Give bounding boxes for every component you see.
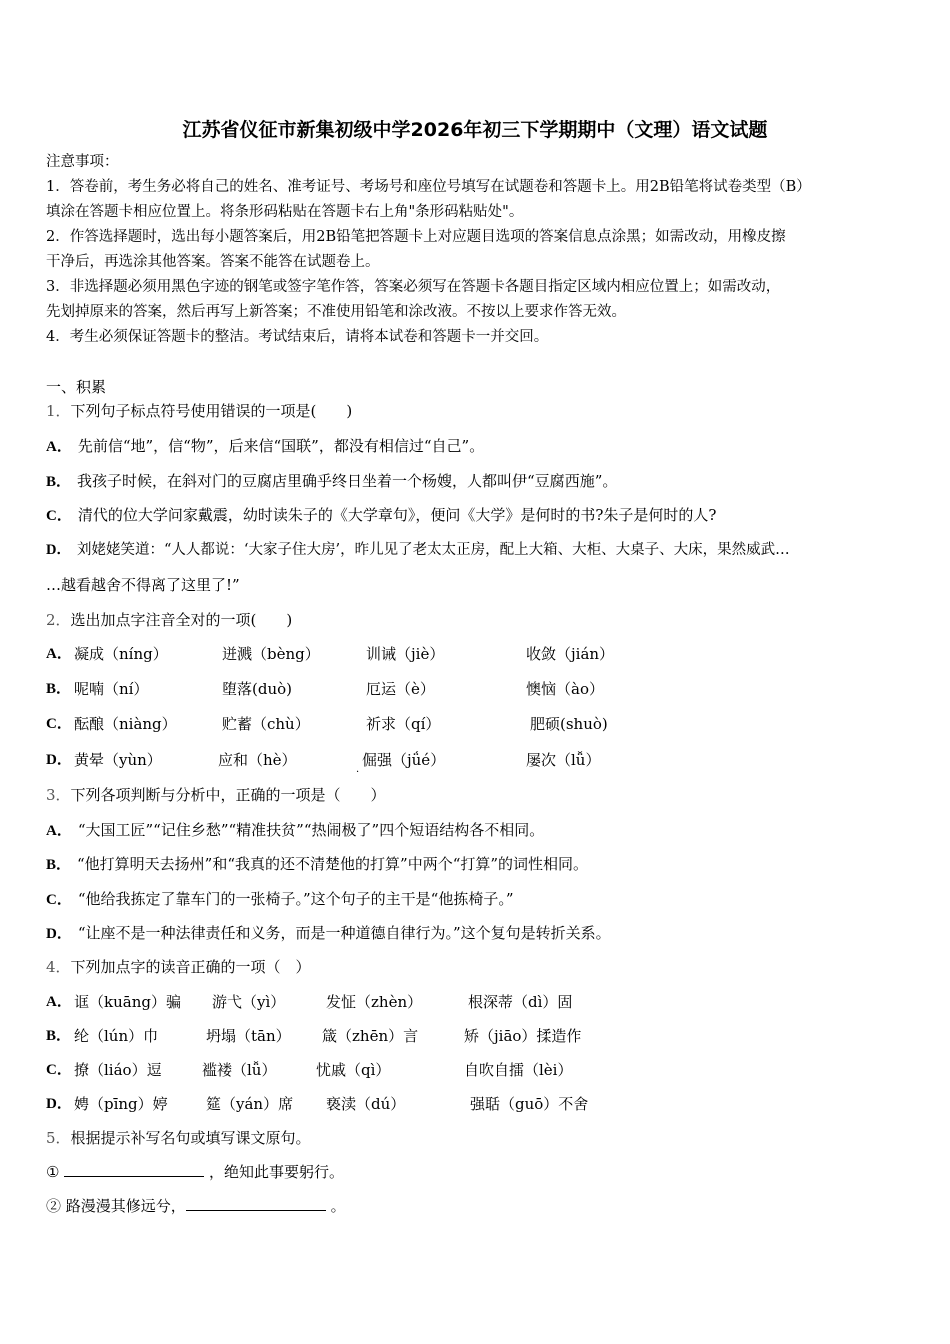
pinyin-item: 纶（lún）巾	[74, 1027, 159, 1045]
option-text: 先前信“地”，信“物”，后来信“国联”，都没有相信过“自己”。	[77, 437, 485, 455]
pinyin-item: 祈求（qí）	[366, 715, 441, 733]
option-text: “他给我拣定了靠车门的一张椅子。”这个句子的主干是“他拣椅子。”	[77, 890, 514, 908]
pinyin-item: 收敛（jián）	[526, 645, 615, 663]
option-text: “让座不是一种法律责任和义务，而是一种道德自律行为。”这个复句是转折关系。	[77, 924, 611, 942]
q1-option-c	[46, 506, 716, 525]
notes-line: 先划掉原来的答案，然后再写上新答案；不准使用铅笔和涂改液。不按以上要求作答无效。	[46, 304, 626, 320]
pinyin-item: 诓（kuāng）骗	[74, 993, 181, 1011]
option-label: D．	[46, 752, 72, 768]
pinyin-item: 箴（zhēn）言	[322, 1027, 419, 1045]
notes-line: 2．作答选择题时，选出每小题答案后，用2B铅笔把答题卡上对应题目选项的答案信息点涂黑；如需改动，用橡皮擦	[46, 229, 786, 245]
option-label: B．	[46, 1028, 72, 1044]
question-number: 3．	[46, 786, 71, 804]
pinyin-item: 坍塌（tān）	[206, 1027, 291, 1045]
pinyin-item: 黄晕（yùn）	[74, 751, 162, 769]
question-4-stem	[46, 958, 311, 976]
option-label: A．	[46, 994, 72, 1010]
option-text: “他打算明天去扬州”和“我真的还不清楚他的打算”中两个“打算”的词性相同。	[77, 855, 589, 873]
q3-option-d	[46, 924, 611, 943]
page-title: 江苏省仪征市新集初级中学2026年初三下学期期中（文理）语文试题	[182, 119, 768, 141]
question-text: 下列加点字的读音正确的一项（ ）	[70, 958, 311, 976]
pinyin-item: 厄运（è）	[366, 680, 435, 698]
pinyin-item: 根深蒂（dì）固	[468, 993, 573, 1011]
question-5-stem	[46, 1129, 311, 1147]
pinyin-item: 筵（yán）席	[206, 1095, 294, 1113]
fill-prefix: ①	[46, 1163, 60, 1181]
pinyin-item: 懊恼（ào）	[526, 680, 604, 698]
pinyin-item: 自吹自擂（lèi）	[464, 1061, 573, 1079]
pinyin-item: 肥硕(shuò)	[530, 715, 608, 733]
notes-line: 填涂在答题卡相应位置上。将条形码粘贴在答题卡右上角"条形码粘贴处"。	[46, 204, 524, 220]
pinyin-item: 娉（pīng）婷	[74, 1095, 168, 1113]
option-text: 清代的位大学问家戴震，幼时读朱子的《大学章句》，便问《大学》是何时的书?朱子是何时的人?	[77, 506, 717, 524]
question-1-stem	[46, 402, 352, 420]
pinyin-item: 忧戚（qì）	[316, 1061, 391, 1079]
option-text: “大国工匠”“记住乡愁”“精准扶贫”“热闹极了”四个短语结构各不相同。	[77, 821, 545, 839]
pinyin-item: 呢喃（ní）	[74, 680, 149, 698]
option-label: D．	[46, 926, 72, 942]
notes-line: 3．非选择题必须用黑色字迹的钢笔或签字笔作答，答案必须写在答题卡各题目指定区域内相应位置上；如需改动，	[46, 279, 781, 295]
q5-fill-1	[46, 1162, 344, 1181]
fill-suffix: ，绝知此事要躬行。	[209, 1163, 345, 1181]
option-label: D．	[46, 542, 71, 558]
pinyin-item: 倔强（jǘé）	[362, 751, 446, 769]
option-label: B．	[46, 857, 72, 873]
q1-option-b	[46, 472, 617, 491]
notes-line: 4．考生必须保证答题卡的整洁。考试结束后，请将本试卷和答题卡一并交回。	[46, 329, 549, 345]
pinyin-item: 撩（liáo）逗	[74, 1061, 162, 1079]
answer-blank[interactable]	[64, 1162, 204, 1177]
question-text: 根据提示补写名句或填写课文原句。	[70, 1129, 311, 1147]
option-label: D．	[46, 1096, 72, 1112]
pinyin-item: 凝成（níng）	[74, 645, 168, 663]
question-text: 选出加点字注音全对的一项( )	[70, 611, 293, 629]
option-label: A．	[46, 646, 72, 662]
option-label: C．	[46, 892, 72, 908]
q3-option-c	[46, 890, 514, 909]
q1-option-a	[46, 437, 484, 456]
pinyin-item: 酝酿（niàng）	[74, 715, 177, 733]
pinyin-item: 发怔（zhèn）	[326, 993, 423, 1011]
option-text: 我孩子时候，在斜对门的豆腐店里确乎终日坐着一个杨嫂，人都叫伊“豆腐西施”。	[77, 472, 618, 490]
question-number: 4．	[46, 958, 71, 976]
option-label: C．	[46, 1062, 72, 1078]
q1-option-d	[46, 541, 790, 559]
question-text: 下列句子标点符号使用错误的一项是( )	[70, 402, 353, 420]
option-label: C．	[46, 716, 72, 732]
question-number: 5．	[46, 1129, 71, 1147]
pinyin-item: 应和（hè）	[218, 751, 297, 769]
question-3-stem	[46, 786, 386, 804]
option-label: A．	[46, 439, 72, 455]
option-label: B．	[46, 681, 72, 697]
emphasis-dot: ·	[356, 767, 360, 778]
option-label: C．	[46, 508, 72, 524]
pinyin-item: 贮蓄（chù）	[222, 715, 310, 733]
pinyin-item: 迸溅（bèng）	[222, 645, 320, 663]
option-label: B．	[46, 474, 72, 490]
fill-suffix: 。	[330, 1197, 346, 1215]
option-label: A．	[46, 823, 72, 839]
question-text: 下列各项判断与分析中，正确的一项是（ ）	[70, 786, 386, 804]
notes-heading: 注意事项：	[46, 154, 119, 170]
fill-prefix: ② 路漫漫其修远兮，	[46, 1197, 186, 1215]
option-text: 刘姥姥笑道：“人人都说：‘大家子住大房’，昨儿见了老太太正房，配上大箱、大柜、大桌子、大床，果然威武…	[76, 542, 790, 558]
pinyin-item: 屡次（lǚ）	[526, 751, 601, 769]
q1-option-d-continuation: …越看越舍不得离了这里了!”	[46, 576, 240, 594]
pinyin-item: 堕落(duò)	[222, 680, 292, 698]
pinyin-item: 强聒（guō）不舍	[470, 1095, 589, 1113]
notes-line: 1．答卷前，考生务必将自己的姓名、准考证号、考场号和座位号填写在试题卷和答题卡上。用2B铅笔将试卷类型（B）	[46, 179, 811, 195]
section-heading: 一、积累	[46, 378, 107, 396]
pinyin-item: 褴褛（lǚ）	[202, 1061, 277, 1079]
pinyin-item: 训诫（jiè）	[366, 645, 445, 663]
answer-blank[interactable]	[186, 1196, 326, 1211]
question-2-stem	[46, 611, 292, 629]
pinyin-item: 矫（jiāo）揉造作	[464, 1027, 582, 1045]
question-number: 1．	[46, 402, 71, 420]
q3-option-a	[46, 821, 544, 840]
q5-fill-2	[46, 1196, 346, 1215]
q3-option-b	[46, 855, 588, 874]
notes-line: 干净后，再选涂其他答案。答案不能答在试题卷上。	[46, 254, 380, 270]
pinyin-item: 游弋（yì）	[212, 993, 286, 1011]
question-number: 2．	[46, 611, 71, 629]
pinyin-item: 亵渎（dú）	[326, 1095, 406, 1113]
